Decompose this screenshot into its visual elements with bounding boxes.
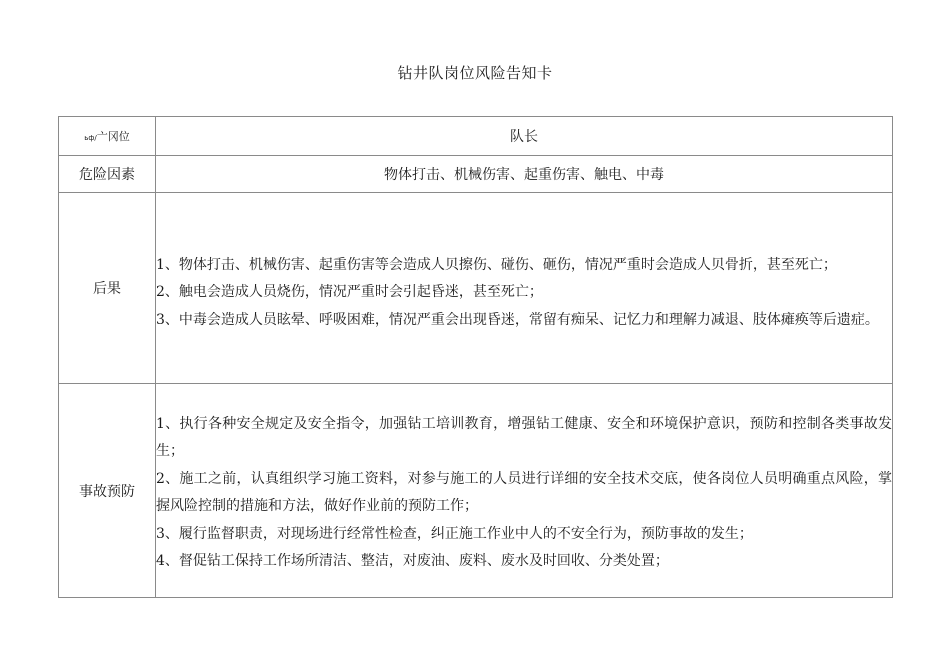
consequence-item: 2、触电会造成人员烧伤，情况严重时会引起昏迷，甚至死亡； <box>156 284 543 301</box>
post-label-cell <box>59 117 156 156</box>
prevention-item: 4、督促钻工保持工作场所清洁、整洁，对废油、废料、废水及时回收、分类处置； <box>156 553 669 569</box>
prevention-label: 事故预防 <box>59 384 156 598</box>
table-row-hazard <box>59 156 893 193</box>
hazard-value: 物体打击、机械伤害、起重伤害、触电、中毒 <box>156 156 893 193</box>
post-value: 队长 <box>156 117 893 156</box>
prevention-item: 3、履行监督职责，对现场进行经常性检查，纠正施工作业中人的不安全行为，预防事故的发生； <box>156 525 753 542</box>
document-title: 钻井队岗位风险告知卡 <box>397 64 553 82</box>
hazard-label: 危险因素 <box>59 156 156 193</box>
prevention-list <box>156 384 893 598</box>
consequence-item: 1、物体打击、机械伤害、起重伤害等会造成人贝擦伤、碰伤、砸伤，情况严重时会造成人贝骨折，甚至死亡； <box>156 256 837 273</box>
prevention-item: 2、施工之前，认真组织学习施工资料，对参与施工的人员进行详细的安全技术交底，使各岗位人员明确重点风险，掌握风险控制的措施和方法，做好作业前的预防工作； <box>156 470 892 514</box>
consequence-list <box>156 193 893 384</box>
table-row-consequence <box>59 193 893 384</box>
table-row-post <box>59 117 893 156</box>
prevention-item: 1、执行各种安全规定及安全指令，加强钻工培训教育，增强钻工健康、安全和环境保护意识，预防和控制各类事故发生； <box>156 415 892 459</box>
post-label <box>84 130 129 143</box>
consequence-item: 3、中毒会造成人员眩晕、呼吸困难，情况严重会出现昏迷，常留有痴呆、记忆力和理解力减退、肢体瘫痪等后遗症。 <box>156 311 879 328</box>
table-row-prevention <box>59 384 893 598</box>
consequence-label: 后果 <box>59 193 156 384</box>
post-label-text: 亠冈位 <box>96 130 130 143</box>
post-label-prefix: ьф/ <box>84 134 97 142</box>
risk-notice-table <box>58 116 893 598</box>
